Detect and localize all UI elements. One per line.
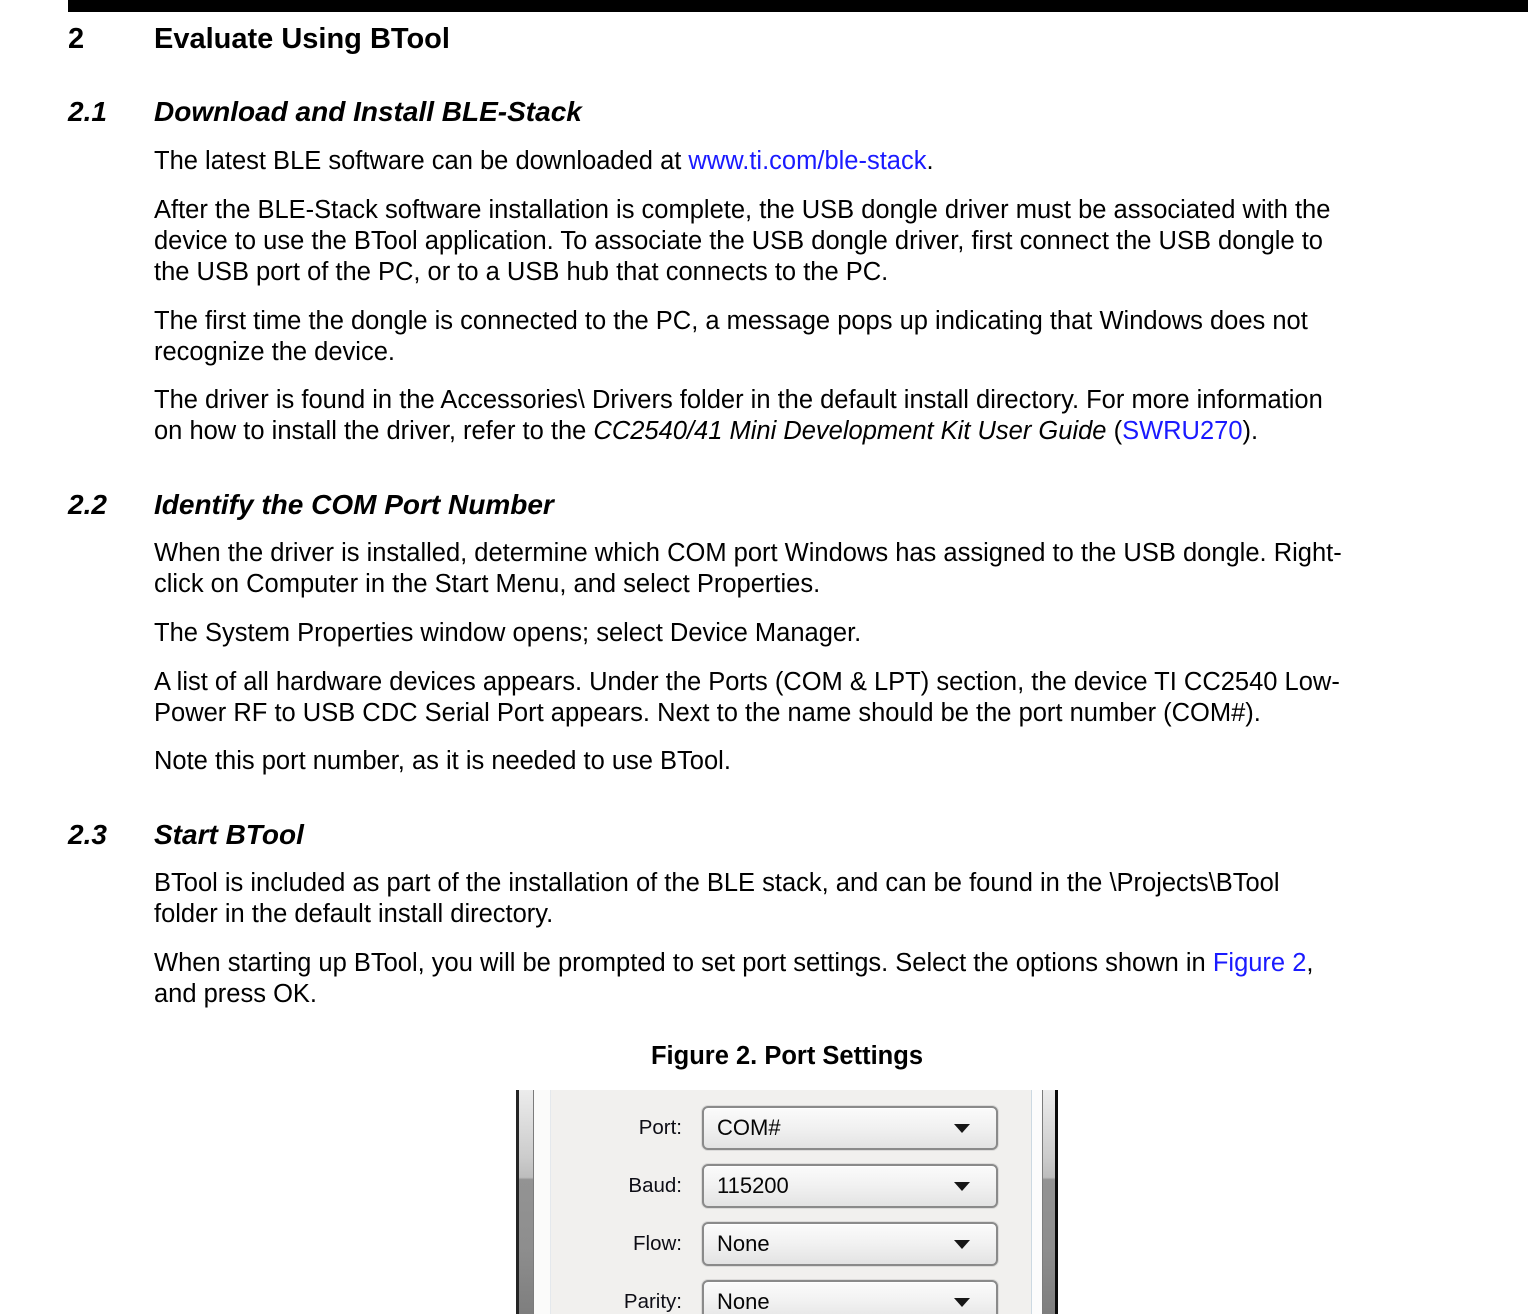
- text-line: [154, 337, 1308, 368]
- text-run: recognize the device.: [154, 338, 395, 366]
- paragraph: [154, 306, 1308, 368]
- parity-label: Parity:: [623, 1290, 682, 1313]
- paragraph: [154, 746, 731, 777]
- paragraph: [154, 868, 1280, 930]
- section-rule: [68, 0, 1528, 12]
- text-line: [154, 226, 1330, 257]
- chevron-down-icon: [954, 1298, 970, 1307]
- text-run: The System Properties window opens; select Device Manager.: [154, 619, 862, 647]
- section-number: 2.1: [68, 96, 107, 127]
- section-number: 2.2: [68, 489, 107, 520]
- italic-text: CC2540/41 Mini Development Kit User Guide: [593, 417, 1107, 445]
- text-run: device to use the BTool application. To associate the USB dongle driver, first connect the USB dongle to: [154, 227, 1323, 255]
- section-heading-2-2: [68, 489, 1508, 520]
- section-title: Start BTool: [154, 819, 304, 850]
- text-run: Note this port number, as it is needed to use BTool.: [154, 747, 731, 775]
- port-combobox-value: COM#: [717, 1115, 781, 1140]
- text-run: the USB port of the PC, or to a USB hub that connects to the PC.: [154, 258, 889, 286]
- chevron-down-icon: [954, 1124, 970, 1133]
- text-line: [154, 146, 934, 177]
- window-border-right: [1042, 1090, 1058, 1314]
- chevron-down-icon: [954, 1182, 970, 1191]
- text-run: The first time the dongle is connected to the PC, a message pops up indicating that Windows does not: [154, 307, 1308, 335]
- text-line: [154, 618, 861, 649]
- window-border-left: [516, 1090, 534, 1314]
- baud-combobox[interactable]: [702, 1164, 998, 1208]
- paragraph: [154, 618, 861, 649]
- text-run: click on Computer in the Start Menu, and select Properties.: [154, 570, 821, 598]
- text-run: A list of all hardware devices appears. Under the Ports (COM & LPT) section, the device TI CC2540 Low-: [154, 668, 1340, 696]
- flow-combobox-value: None: [717, 1231, 770, 1256]
- text-line: [154, 899, 1280, 930]
- text-run: The latest BLE software can be downloaded at: [154, 147, 689, 175]
- port-combobox[interactable]: [702, 1106, 998, 1150]
- text-line: [154, 416, 1323, 447]
- baud-combobox-value: 115200: [717, 1173, 789, 1198]
- section-heading-2: [68, 23, 1508, 55]
- text-run: folder in the default install directory.: [154, 900, 554, 928]
- hyperlink[interactable]: Figure 2: [1212, 949, 1307, 977]
- text-run: When starting up BTool, you will be prompted to set port settings. Select the options shown in: [154, 949, 1213, 977]
- section-heading-2-1: [68, 96, 1508, 127]
- paragraph: [154, 385, 1323, 447]
- hyperlink[interactable]: www.ti.com/ble-stack: [688, 147, 927, 175]
- section-heading-2-3: [68, 819, 1508, 850]
- paragraph: [154, 538, 1342, 600]
- flow-label: Flow:: [633, 1232, 682, 1255]
- parity-row: [534, 1280, 1042, 1314]
- text-run: ).: [1242, 417, 1259, 445]
- flow-combobox[interactable]: [702, 1222, 998, 1266]
- chevron-down-icon: [954, 1240, 970, 1249]
- baud-row: [534, 1164, 1042, 1208]
- figure-caption: Figure 2. Port Settings: [650, 1042, 924, 1070]
- text-run: (: [1106, 417, 1123, 445]
- text-line: [154, 195, 1330, 226]
- section-title: Identify the COM Port Number: [154, 489, 554, 520]
- text-run: on how to install the driver, refer to the: [154, 417, 594, 445]
- paragraph: [154, 667, 1340, 729]
- text-run: and press OK.: [154, 980, 317, 1008]
- text-line: [154, 948, 1313, 979]
- text-line: [154, 868, 1280, 899]
- section-number: 2: [68, 23, 85, 55]
- text-line: [154, 979, 1313, 1010]
- text-run: When the driver is installed, determine which COM port Windows has assigned to the USB dongle. Right-: [154, 539, 1342, 567]
- text-run: After the BLE-Stack software installation is complete, the USB dongle driver must be associated with the: [154, 196, 1331, 224]
- figure-window-client: [534, 1090, 1042, 1314]
- port-row: [534, 1106, 1042, 1150]
- parity-combobox[interactable]: [702, 1280, 998, 1314]
- section-title: Evaluate Using BTool: [154, 23, 450, 55]
- port-settings-figure: [516, 1090, 1058, 1314]
- paragraph: [154, 948, 1313, 1010]
- section-title: Download and Install BLE-Stack: [154, 96, 582, 127]
- text-line: [154, 538, 1342, 569]
- text-run: The driver is found in the Accessories\ Drivers folder in the default install directory. For more information: [154, 386, 1323, 414]
- text-run: BTool is included as part of the installation of the BLE stack, and can be found in the \Projects\BTool: [154, 869, 1280, 897]
- text-line: [154, 257, 1330, 288]
- port-label: Port:: [638, 1116, 682, 1139]
- text-line: [154, 667, 1340, 698]
- text-line: [154, 746, 731, 777]
- text-line: [154, 698, 1340, 729]
- paragraph: [154, 146, 934, 177]
- flow-row: [534, 1222, 1042, 1266]
- parity-combobox-value: None: [717, 1289, 770, 1314]
- text-run: ,: [1306, 949, 1314, 977]
- hyperlink[interactable]: SWRU270: [1122, 417, 1243, 445]
- text-line: [154, 306, 1308, 337]
- section-number: 2.3: [68, 819, 107, 850]
- paragraph: [154, 195, 1330, 288]
- text-run: Power RF to USB CDC Serial Port appears. Next to the name should be the port number (COM#).: [154, 699, 1261, 727]
- text-line: [154, 569, 1342, 600]
- text-run: .: [926, 147, 934, 175]
- baud-label: Baud:: [628, 1174, 682, 1197]
- text-line: [154, 385, 1323, 416]
